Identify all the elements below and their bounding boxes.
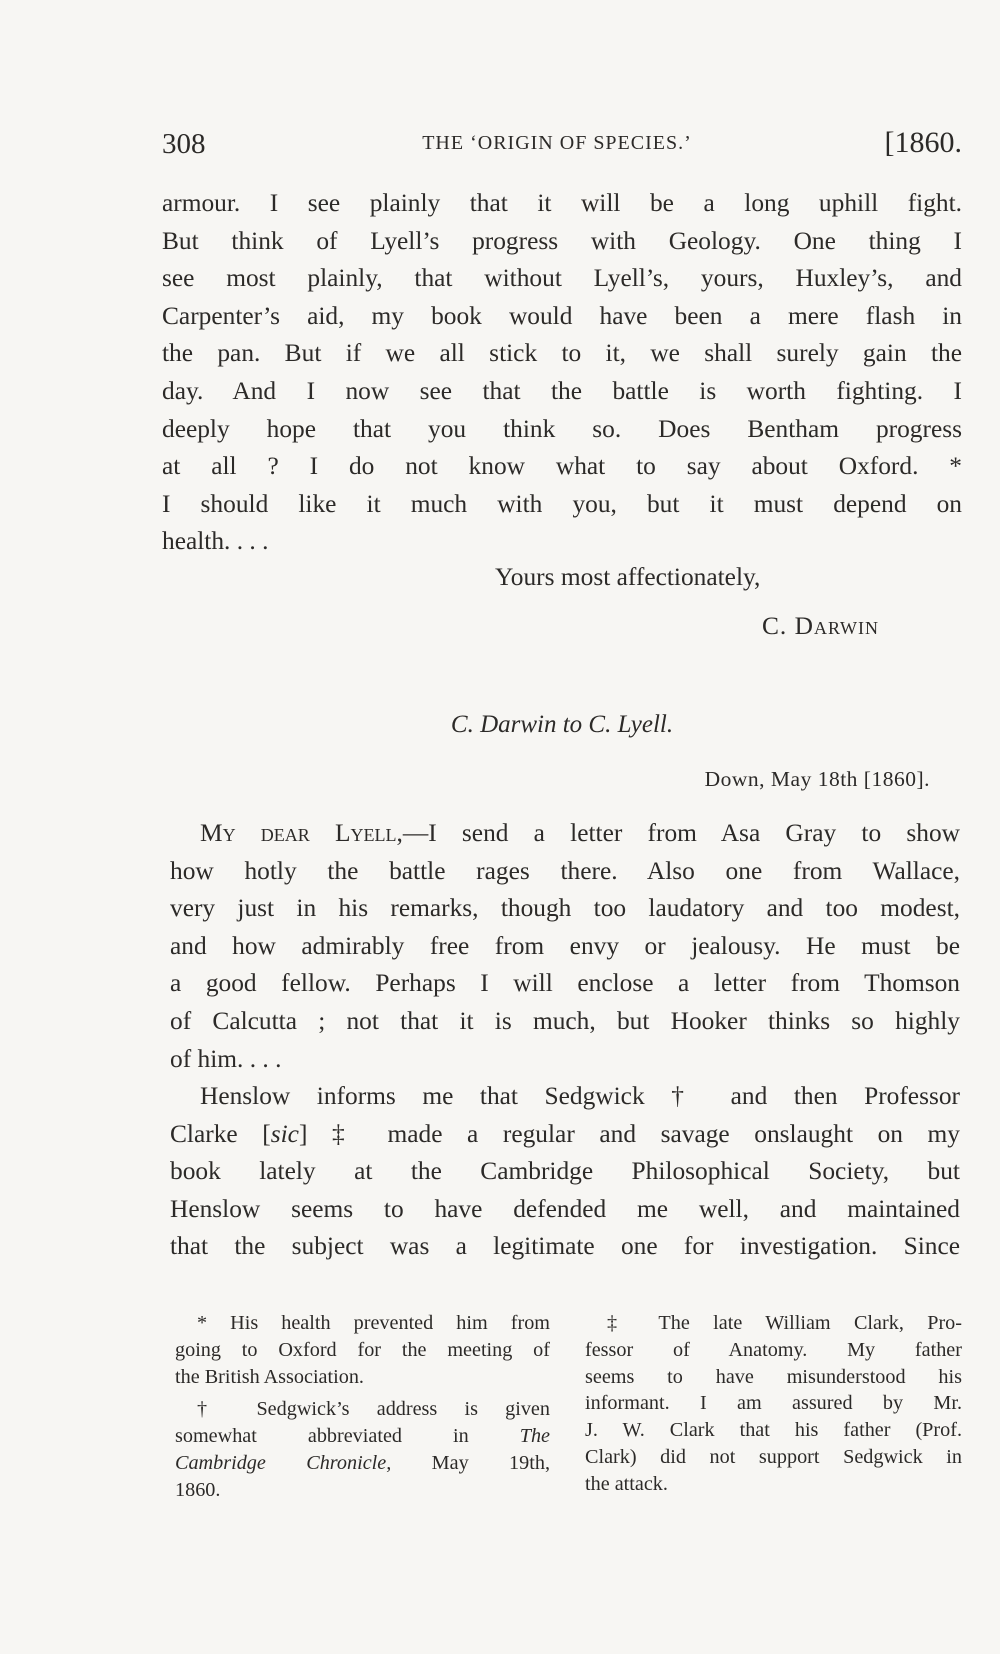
- text-line: and how admirably free from envy or jealousy. He must be: [170, 931, 960, 960]
- paragraph-1: [162, 185, 962, 561]
- footnotes-right-column: [585, 1310, 962, 1498]
- footnote-dagger: [175, 1396, 550, 1503]
- salutation: My dear Lyell,: [200, 819, 403, 847]
- footnote-line: fessor of Anatomy. My father: [585, 1338, 962, 1361]
- text-line: of Calcutta ; not that it is much, but Hooker thinks so highly: [170, 1006, 960, 1035]
- text-line: of him. . . .: [170, 1044, 282, 1073]
- text-segment: ] ‡ made a regular and savage onslaught on my: [298, 1119, 960, 1148]
- text-line: deeply hope that you think so. Does Bentham progress: [162, 414, 962, 443]
- footnote-double-dagger: [585, 1310, 962, 1498]
- footnotes-left-column: [175, 1310, 550, 1504]
- letter-heading: C. Darwin to C. Lyell.: [450, 711, 674, 738]
- footnote-line: the British Association.: [175, 1365, 364, 1388]
- footnote-line: informant. I am assured by Mr.: [585, 1392, 962, 1415]
- letter-dateline: Down, May 18th [1860].: [704, 767, 930, 791]
- footnote-star: [175, 1310, 550, 1390]
- text-line: see most plainly, that without Lyell’s, yours, Huxley’s, and: [162, 264, 962, 293]
- running-header: [162, 124, 962, 164]
- text-segment: May 19th,: [391, 1451, 550, 1474]
- italic-sic: sic: [270, 1119, 299, 1148]
- text-line: But think of Lyell’s progress with Geology. One thing I: [162, 226, 962, 255]
- footnote-line: 1860.: [175, 1478, 221, 1501]
- text-line: at all ? I do not know what to say about Oxford. *: [162, 452, 962, 481]
- text-line: health. . . .: [162, 527, 269, 556]
- footnote-line: [175, 1450, 550, 1477]
- footnote-line: * His health prevented him from: [197, 1312, 550, 1334]
- text-line: the pan. But if we all stick to it, we shall surely gain the: [162, 339, 962, 368]
- footnote-line: ‡ The late William Clark, Pro-: [607, 1312, 962, 1334]
- footnote-line: Clark) did not support Sedgwick in: [585, 1445, 962, 1468]
- text-line: I should like it much with you, but it must depend on: [162, 489, 962, 518]
- paragraph-2: [170, 815, 960, 1078]
- text-line: how hotly the battle rages there. Also one from Wallace,: [170, 856, 960, 885]
- footnote-line: the attack.: [585, 1472, 668, 1495]
- text-line: [170, 815, 960, 853]
- letter-closing: Yours most affectionately,: [495, 563, 761, 591]
- footnote-line: going to Oxford for the meeting of: [175, 1338, 550, 1361]
- text-line: armour. I see plainly that it will be a long uphill fight.: [162, 189, 962, 217]
- footnote-line: J. W. Clark that his father (Prof.: [585, 1419, 962, 1442]
- footnote-line: seems to have misunderstood his: [585, 1365, 962, 1388]
- letter-signature: C. Darwin: [762, 612, 879, 640]
- page-number: 308: [162, 128, 206, 160]
- footnote-line: † Sedgwick’s address is given: [197, 1398, 550, 1421]
- text-line: very just in his remarks, though too laudatory and too modest,: [170, 894, 960, 923]
- text-line: a good fellow. Perhaps I will enclose a letter from Thomson: [170, 969, 960, 998]
- text-line: Carpenter’s aid, my book would have been a mere flash in: [162, 301, 962, 330]
- text-segment: Clarke [: [170, 1119, 271, 1148]
- running-title: THE ‘ORIGIN OF SPECIES.’: [422, 132, 692, 154]
- header-year: [1860.: [884, 126, 962, 159]
- paragraph-3: [170, 1078, 960, 1266]
- text-line: that the subject was a legitimate one for investigation. Since: [170, 1232, 960, 1261]
- italic-title: Cambridge Chronicle,: [175, 1451, 392, 1474]
- text-line: Henslow seems to have defended me well, and maintained: [170, 1194, 960, 1223]
- text-segment: somewhat abbreviated in: [175, 1425, 520, 1448]
- text-line: day. And I now see that the battle is worth fighting. I: [162, 376, 962, 405]
- text-line: Henslow informs me that Sedgwick † and then Professor: [200, 1082, 960, 1110]
- text-line: [170, 1116, 960, 1154]
- text-line: book lately at the Cambridge Philosophical Society, but: [170, 1157, 960, 1186]
- text-segment: —I send a letter from Asa Gray to show: [402, 819, 960, 847]
- italic-title: The: [519, 1425, 550, 1448]
- footnote-line: [175, 1423, 550, 1450]
